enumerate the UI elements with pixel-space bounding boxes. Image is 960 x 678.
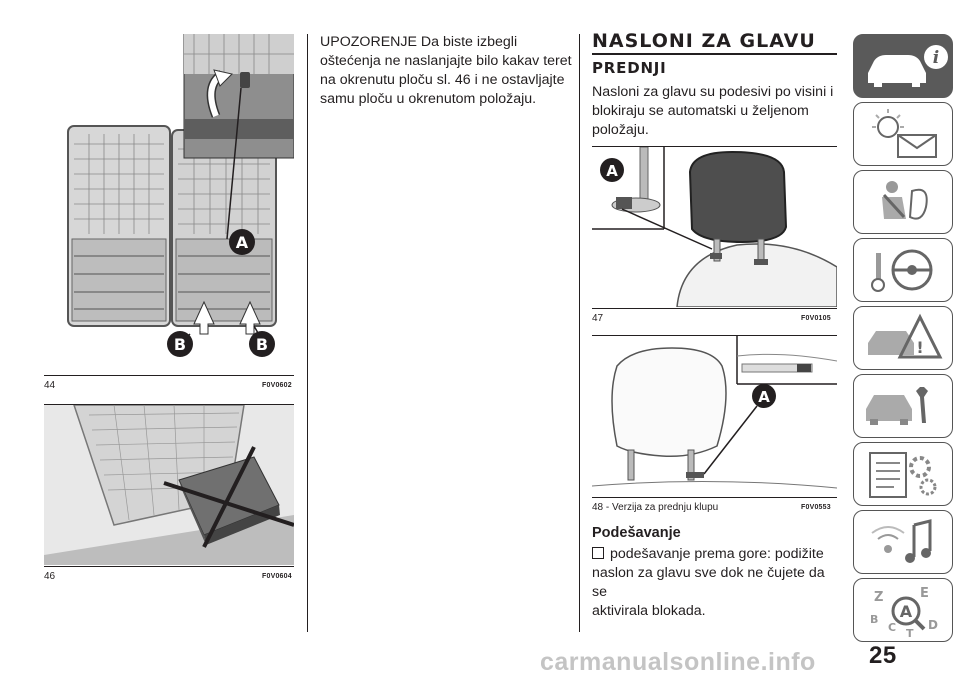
svg-text:A: A bbox=[899, 602, 913, 621]
figure-48-illustration bbox=[592, 336, 837, 496]
svg-text:T: T bbox=[906, 627, 914, 640]
intro-line-1: Nasloni za glavu su podesivi po visini i bbox=[592, 84, 834, 100]
steering-key-icon bbox=[854, 239, 952, 301]
svg-text:Z: Z bbox=[874, 590, 884, 605]
section-subtitle: PREDNJI bbox=[592, 59, 667, 77]
fig48-bottom-rule bbox=[592, 497, 837, 498]
fig48-code: F0V0553 bbox=[801, 504, 831, 511]
figure-44 bbox=[44, 34, 294, 374]
intro-line-2: blokiraju se automatski u željenom bbox=[592, 103, 809, 119]
figure-48 bbox=[592, 336, 837, 496]
tab-emergency[interactable] bbox=[853, 306, 953, 370]
fig46-number: 46 bbox=[44, 571, 56, 582]
intro-line-3: položaju. bbox=[592, 122, 649, 138]
svg-text:E: E bbox=[920, 586, 929, 601]
tab-multimedia[interactable] bbox=[853, 510, 953, 574]
column-divider-2 bbox=[579, 34, 580, 632]
figure-44-illustration bbox=[44, 34, 294, 374]
intro-text bbox=[592, 83, 842, 140]
warning-triangle-car-icon bbox=[854, 307, 952, 369]
multimedia-icon bbox=[854, 511, 952, 573]
fig47-code: F0V0105 bbox=[801, 315, 831, 322]
fig44-label-a: A bbox=[235, 233, 249, 252]
warning-line-1: UPOZORENJE Da biste izbegli bbox=[320, 34, 518, 50]
svg-text:!: ! bbox=[916, 338, 924, 357]
tab-dashboard-lights[interactable] bbox=[853, 102, 953, 166]
fig44-code: F0V0602 bbox=[262, 382, 292, 389]
tab-starting-driving[interactable] bbox=[853, 238, 953, 302]
tab-car-info[interactable] bbox=[853, 34, 953, 98]
bullet-line-2: naslon za glavu sve dok ne čujete da se bbox=[592, 565, 825, 600]
fig44-bottom-rule bbox=[44, 375, 294, 376]
warning-line-4: samu ploču u okrenutom položaju. bbox=[320, 91, 537, 107]
fig47-number: 47 bbox=[592, 313, 604, 324]
svg-text:C: C bbox=[888, 621, 897, 634]
fig48-label-a: A bbox=[758, 388, 770, 406]
subsection-heading: Podešavanje bbox=[592, 525, 681, 541]
page-number: 25 bbox=[869, 642, 897, 669]
bullet-checkbox-icon bbox=[592, 547, 604, 559]
figure-46-illustration bbox=[44, 405, 294, 565]
technical-data-icon bbox=[854, 443, 952, 505]
warning-line-3: na okrenutu ploču sl. 46 i ne ostavljajte bbox=[320, 72, 565, 88]
tab-maintenance[interactable] bbox=[853, 374, 953, 438]
tab-safety[interactable] bbox=[853, 170, 953, 234]
svg-text:B: B bbox=[870, 613, 879, 626]
bullet-item bbox=[592, 545, 842, 621]
figure-46 bbox=[44, 405, 294, 565]
seatbelt-airbag-icon bbox=[854, 171, 952, 233]
dashboard-lights-icon bbox=[854, 103, 952, 165]
fig47-bottom-rule bbox=[592, 308, 837, 309]
bullet-line-3: aktivirala blokada. bbox=[592, 603, 706, 619]
tab-technical-data[interactable] bbox=[853, 442, 953, 506]
column-divider-1 bbox=[307, 34, 308, 632]
figure-47 bbox=[592, 147, 837, 307]
car-info-icon bbox=[854, 35, 952, 97]
figure-47-illustration bbox=[592, 147, 837, 307]
svg-text:i: i bbox=[932, 48, 940, 68]
warning-line-2: oštećenja ne naslanjajte bilo kakav teret bbox=[320, 53, 572, 69]
fig48-caption: 48 - Verzija za prednju klupu bbox=[592, 502, 719, 513]
watermark: carmanualsonline.info bbox=[540, 648, 816, 676]
car-maintenance-icon bbox=[854, 375, 952, 437]
warning-text bbox=[320, 33, 575, 109]
svg-text:D: D bbox=[928, 618, 938, 632]
bullet-line-1: podešavanje prema gore: podižite bbox=[610, 546, 824, 562]
fig44-number: 44 bbox=[44, 380, 56, 391]
fig47-label-a: A bbox=[606, 162, 618, 180]
tab-index[interactable] bbox=[853, 578, 953, 642]
alphabetical-index-icon bbox=[854, 579, 952, 641]
section-title: NASLONI ZA GLAVU bbox=[592, 30, 816, 52]
fig44-label-b-left: B bbox=[173, 335, 187, 354]
title-underline bbox=[592, 53, 837, 55]
fig46-code: F0V0604 bbox=[262, 573, 292, 580]
fig46-bottom-rule bbox=[44, 566, 294, 567]
fig44-label-b-right: B bbox=[255, 335, 269, 354]
